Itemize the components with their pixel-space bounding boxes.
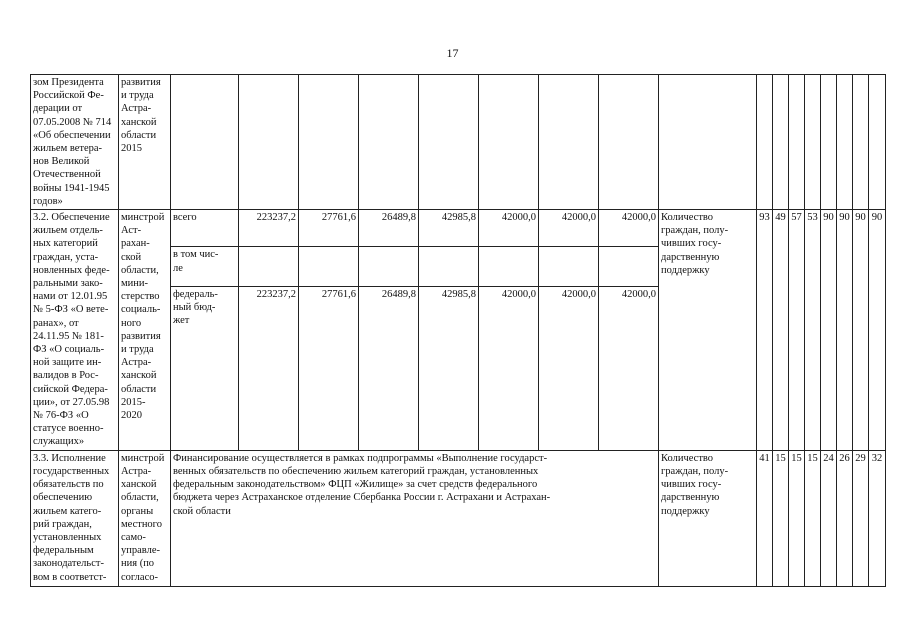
value-cell: 42000,0 <box>599 286 659 450</box>
source-label: в том чис- ле <box>171 247 239 286</box>
program-table <box>30 74 886 587</box>
indicator-value: 41 <box>757 450 773 586</box>
indicator-value: 90 <box>869 210 886 451</box>
indicator-value: 90 <box>837 210 853 451</box>
indicator-value: 26 <box>837 450 853 586</box>
source-label: всего <box>171 210 239 247</box>
executor-cell: минстрой Аст- рахан- ской области, мини- стерство социаль- ного развития и труда Астра- ханской области 2015- 2020 <box>119 210 171 451</box>
indicator-value: 53 <box>805 210 821 451</box>
value-cell: 42000,0 <box>479 286 539 450</box>
indicator-value: 29 <box>853 450 869 586</box>
indicator-value: 32 <box>869 450 886 586</box>
value-cell: 223237,2 <box>239 210 299 247</box>
indicator-value: 15 <box>773 450 789 586</box>
indicator-cell: Количество граждан, полу- чивших госу- дарственную поддержку <box>659 450 757 586</box>
value-cell: 42000,0 <box>539 210 599 247</box>
value-cell: 42985,8 <box>419 286 479 450</box>
financing-note: Финансирование осуществляется в рамках подпрограммы «Выполнение государст- венных обязательств по обеспечению жильем категорий граждан, установленных федеральным законодательством» ФЦП «Жилище» за счет средств федерального бюджета через Астраханское отделение Сбербанка России г. Астрахани и Астрахан- ской области <box>171 450 659 586</box>
value-cell: 42000,0 <box>599 210 659 247</box>
value-cell: 42985,8 <box>419 210 479 247</box>
indicator-value: 93 <box>757 210 773 451</box>
source-label: федераль- ный бюд- жет <box>171 286 239 450</box>
indicator-value: 90 <box>821 210 837 451</box>
value-cell: 26489,8 <box>359 210 419 247</box>
indicator-value: 49 <box>773 210 789 451</box>
indicator-value: 90 <box>853 210 869 451</box>
value-cell: 42000,0 <box>539 286 599 450</box>
indicator-value: 15 <box>789 450 805 586</box>
value-cell: 223237,2 <box>239 286 299 450</box>
table-row <box>31 210 886 247</box>
measure-cell: 3.2. Обеспечение жильем отдель- ных категорий граждан, уста- новленных феде- ральными зако- нами от 12.01.95 № 5-ФЗ «О вете- ранах», от 24.11.95 № 181- ФЗ «О социаль- ной защите ин- валидов в Рос- сийской Федера- ции», от 27.05.98 № 76-ФЗ «О статусе военно- служащих» <box>31 210 119 451</box>
executor-cell: минстрой Астра- ханской области, органы местного само- управле- ния (по согласо- <box>119 450 171 586</box>
indicator-value: 15 <box>805 450 821 586</box>
measure-cell: зом Президента Российской Фе- дерации от 07.05.2008 № 714 «Об обеспечении жильем ветера- нов Великой Отечественной войны 1941-1945 годов» <box>31 75 119 210</box>
indicator-value: 57 <box>789 210 805 451</box>
indicator-cell: Количество граждан, полу- чивших госу- дарственную поддержку <box>659 210 757 451</box>
executor-cell: развития и труда Астра- ханской области 2015 <box>119 75 171 210</box>
indicator-value: 24 <box>821 450 837 586</box>
table-row <box>31 75 886 210</box>
value-cell: 42000,0 <box>479 210 539 247</box>
value-cell: 27761,6 <box>299 286 359 450</box>
page-number: 17 <box>446 46 459 60</box>
value-cell: 27761,6 <box>299 210 359 247</box>
value-cell: 26489,8 <box>359 286 419 450</box>
measure-cell: 3.3. Исполнение государственных обязательств по обеспечению жильем катего- рий граждан, установленных федеральным законодательст- вом в соответст- <box>31 450 119 586</box>
table-row <box>31 450 886 586</box>
